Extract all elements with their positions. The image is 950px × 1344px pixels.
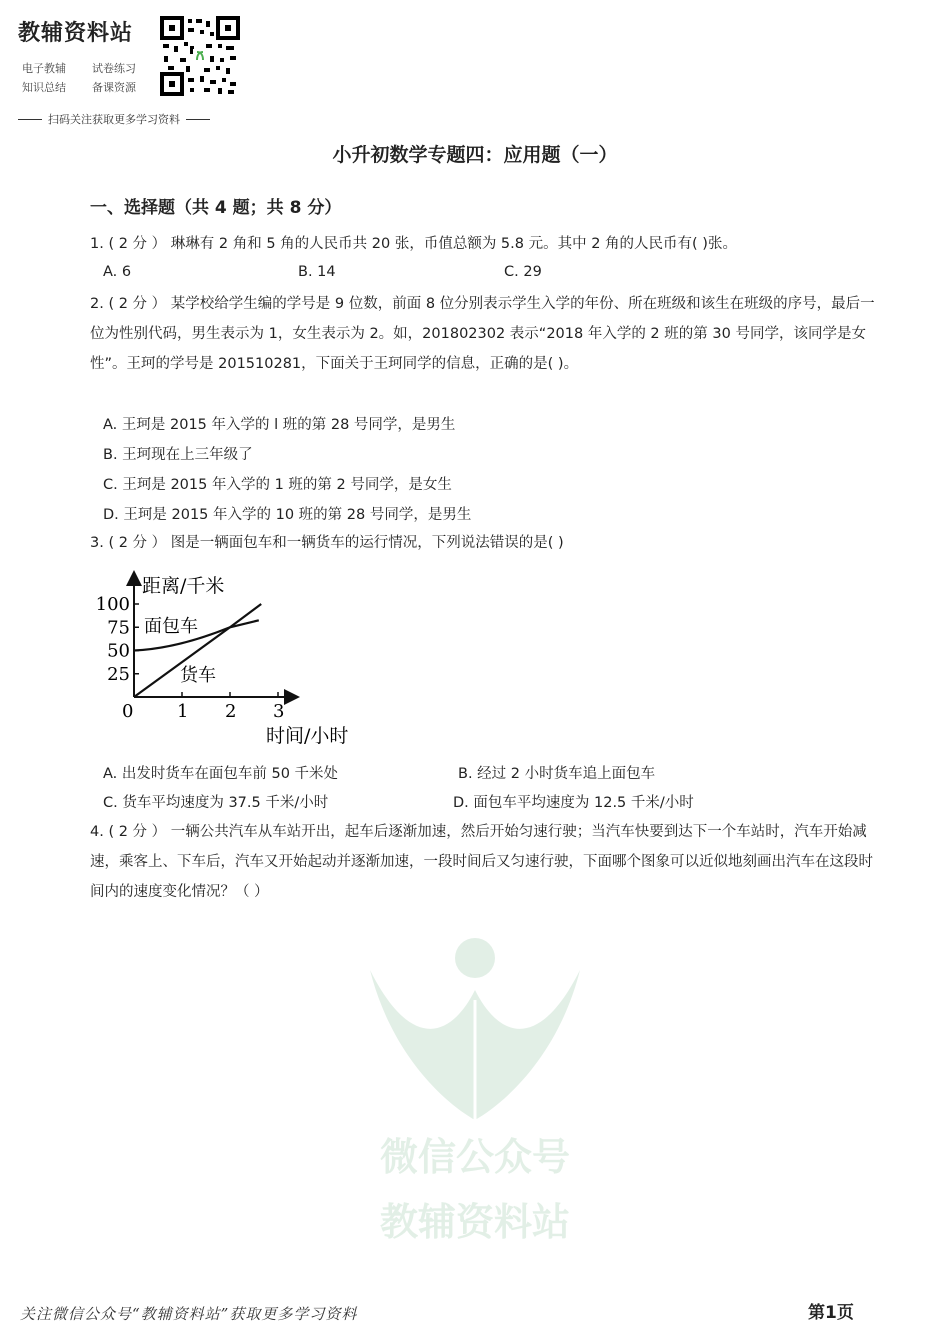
option-a[interactable]: A. 王珂是 2015 年入学的 l 班的第 28 号同学，是男生 xyxy=(103,417,456,433)
scan-text: 扫码关注获取更多学习资料 xyxy=(48,113,180,126)
option-c[interactable]: C. 王珂是 2015 年入学的 1 班的第 2 号同学，是女生 xyxy=(103,477,452,493)
divider xyxy=(18,119,42,120)
x-tick-label: 0 xyxy=(122,701,134,722)
brand-tag: 备课资源 xyxy=(92,81,136,94)
section-heading: 一、选择题（共 4 题；共 8 分） xyxy=(90,198,342,218)
option-b[interactable]: B. 经过 2 小时货车追上面包车 xyxy=(458,766,656,782)
y-tick-label: 75 xyxy=(107,617,130,639)
brand-tag: 知识总结 xyxy=(22,81,66,94)
page-title: 小升初数学专题四：应用题（一） xyxy=(332,144,618,166)
option-c[interactable]: C. 29 xyxy=(504,264,542,280)
divider xyxy=(186,119,210,120)
option-d[interactable]: D. 王珂是 2015 年入学的 10 班的第 28 号同学，是男生 xyxy=(103,507,472,523)
brand-title: 教辅资料站 xyxy=(18,21,134,46)
footer-note: 关注微信公众号“教辅资料站”获取更多学习资料 xyxy=(20,1305,358,1323)
scan-prompt xyxy=(18,111,210,127)
x-tick-label: 3 xyxy=(273,701,285,722)
distance-time-chart xyxy=(88,568,388,753)
y-axis-label: 距离/千米 xyxy=(142,575,225,597)
question-4: 4. ( 2 分 ） 一辆公共汽车从车站开出，起车后逐渐加速，然后开始匀速行驶；当汽车快要到达下一个车站时，汽车开始减速，乘客上、下车后，汽车又开始起动并逐渐加速，一段时间后又匀速行驶，下面哪个图象可以近似地刻画出汽车在这段时间内的速度变化情况？（ ） xyxy=(90,824,873,900)
x-axis-label: 时间/小时 xyxy=(266,725,349,747)
question-2: 2. ( 2 分 ） 某学校给学生编的学号是 9 位数，前面 8 位分别表示学生入学的年份、所在班级和该生在班级的序号，最后一位为性别代码，男生表示为 1，女生表示为 2。如，201802302 表示“2018 年入学的 2 班的第 30 号同学，该同学是女性”。王珂的学号是 201510281，下面关于王珂同学的信息，正确的是( )。 xyxy=(90,296,875,372)
qr-code-icon[interactable] xyxy=(160,16,240,96)
question-1: 1. ( 2 分 ） 琳琳有 2 角和 5 角的人民币共 20 张，币值总额为 5.8 元。其中 2 角的人民币有( )张。 xyxy=(90,236,737,252)
brand-tag: 电子教辅 xyxy=(22,62,66,75)
page-number: 第1页 xyxy=(808,1303,854,1323)
y-tick-label: 100 xyxy=(95,594,130,615)
watermark-logo xyxy=(330,930,620,1250)
series-label-van: 面包车 xyxy=(144,616,198,637)
option-b[interactable]: B. 王珂现在上三年级了 xyxy=(103,447,253,463)
option-a[interactable]: A. 出发时货车在面包车前 50 千米处 xyxy=(103,766,339,782)
option-b[interactable]: B. 14 xyxy=(298,264,336,280)
brand-tag: 试卷练习 xyxy=(92,62,136,75)
watermark-line-2: 教辅资料站 xyxy=(379,1200,571,1244)
option-a[interactable]: A. 6 xyxy=(103,264,132,280)
watermark-line-1: 微信公众号 xyxy=(379,1135,571,1179)
option-c[interactable]: C. 货车平均速度为 37.5 千米/小时 xyxy=(103,795,329,811)
option-d[interactable]: D. 面包车平均速度为 12.5 千米/小时 xyxy=(453,795,694,811)
series-label-truck: 货车 xyxy=(180,665,216,686)
y-tick-label: 25 xyxy=(107,663,130,685)
question-3: 3. ( 2 分 ） 图是一辆面包车和一辆货车的运行情况，下列说法错误的是( ) xyxy=(90,535,564,551)
x-tick-label: 2 xyxy=(225,701,237,722)
y-tick-label: 50 xyxy=(107,640,130,662)
x-tick-label: 1 xyxy=(177,701,189,722)
